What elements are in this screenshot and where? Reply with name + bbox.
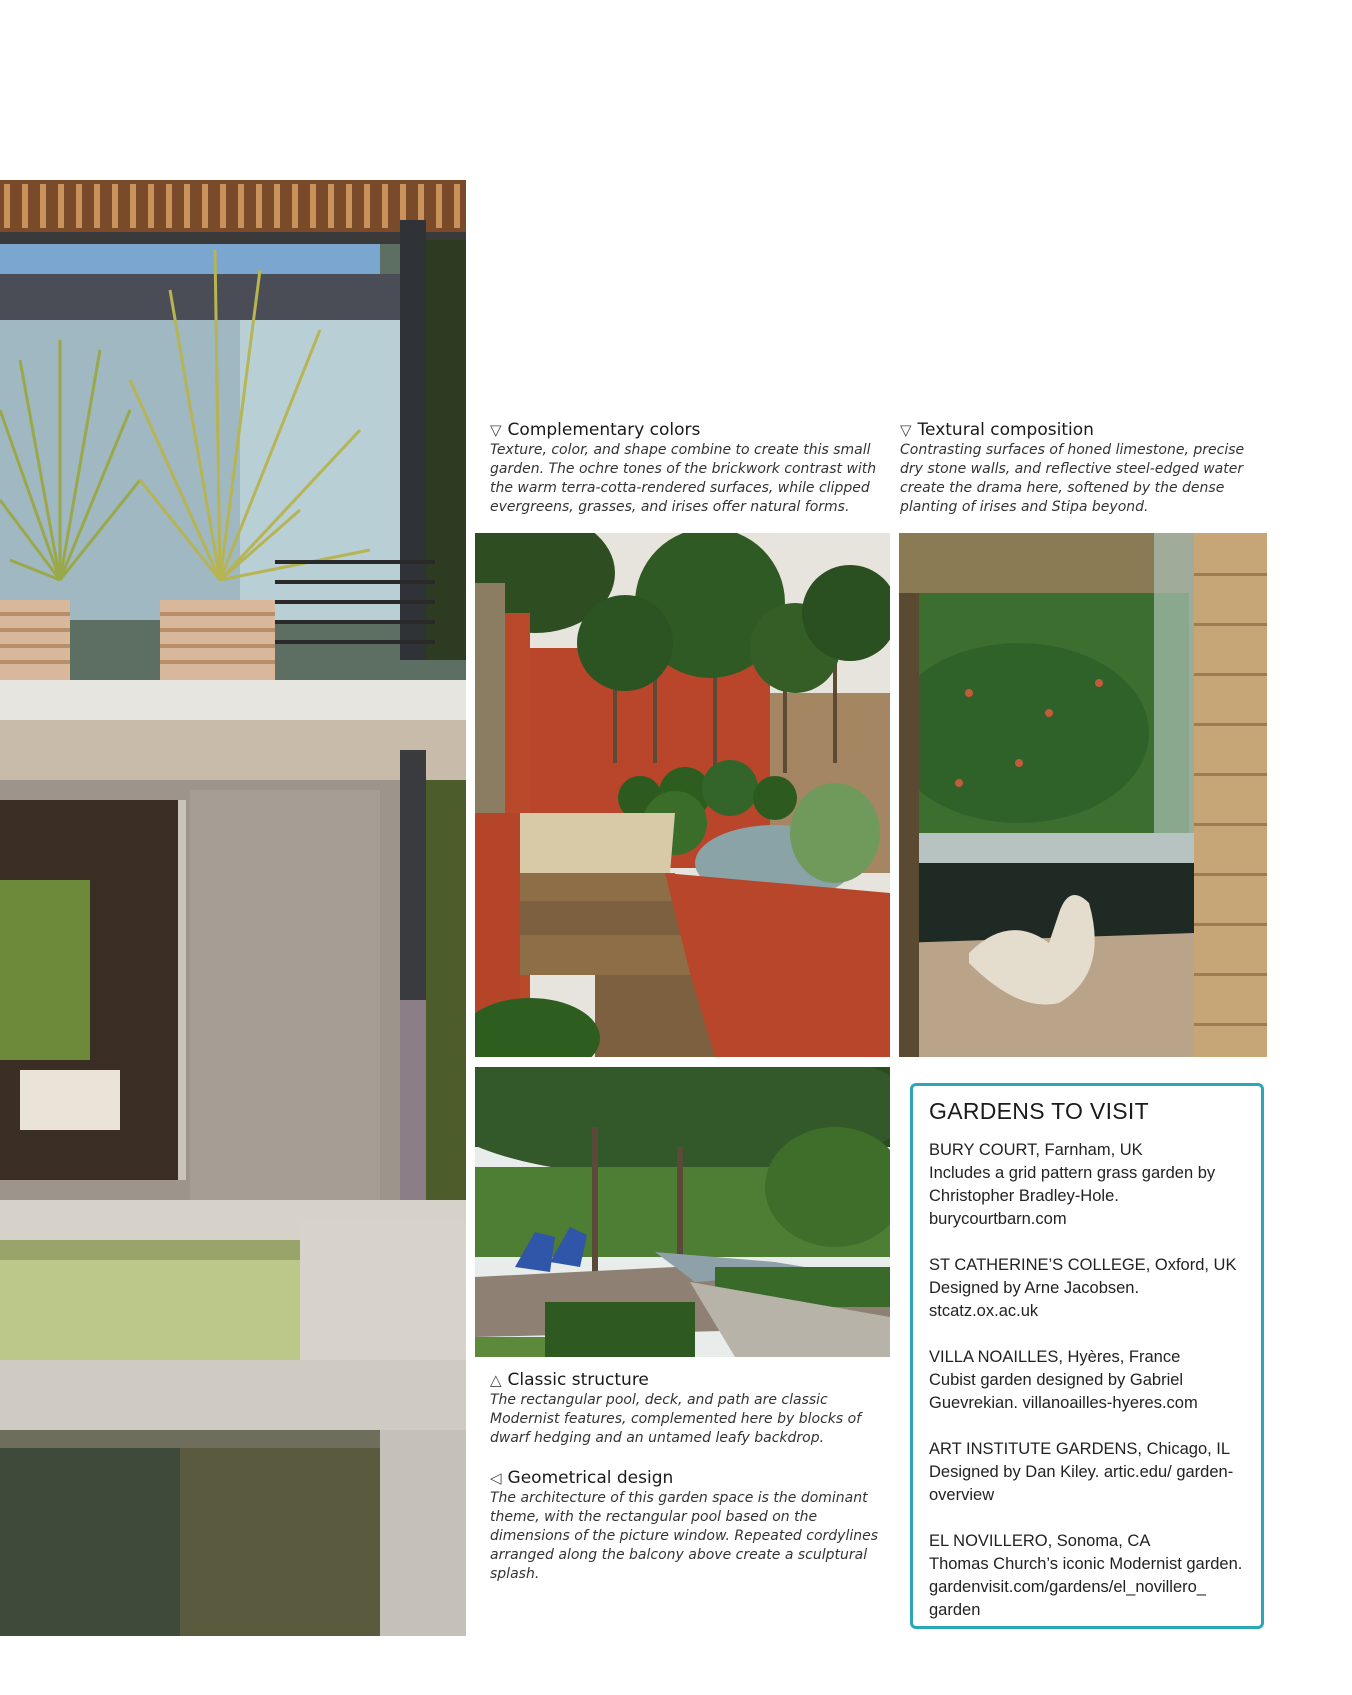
photo-modernist-house — [0, 180, 466, 1636]
garden-location: , Farnham, UK — [1035, 1141, 1143, 1159]
caption-body: Contrasting surfaces of honed limestone, precise dry stone walls, and reflective steel-edged water create the drama here, softened by the dense planting of irises and Stipa beyond. — [900, 442, 1245, 515]
garden-description: Designed by Dan Kiley. artic.edu/ garden-overview — [929, 1463, 1234, 1504]
garden-name: EL NOVILLERO — [929, 1532, 1048, 1550]
caption-title: Complementary colors — [507, 420, 701, 440]
garden-name: VILLA NOAILLES — [929, 1348, 1059, 1366]
garden-description: Designed by Arne Jacobsen. stcatz.ox.ac.uk — [929, 1279, 1140, 1320]
garden-entry-el-novillero — [929, 1530, 1247, 1622]
garden-entry-villa-noailles — [929, 1346, 1247, 1415]
caption-classic-structure — [490, 1370, 900, 1448]
caption-body: The rectangular pool, deck, and path are classic Modernist features, complemented here by blocks of dwarf hedging and an untamed leafy backdrop. — [490, 1392, 862, 1446]
garden-location: , Oxford, UK — [1145, 1256, 1237, 1274]
garden-name: ST CATHERINE’S COLLEGE — [929, 1256, 1146, 1274]
gardens-box-title: GARDENS TO VISIT — [929, 1098, 1149, 1124]
garden-location: , Sonoma, CA — [1047, 1532, 1151, 1550]
caption-title: Classic structure — [507, 1370, 649, 1390]
photo-classic-structure — [475, 1067, 890, 1357]
triangle-left-icon: ◁ — [490, 1469, 502, 1487]
caption-heading — [490, 420, 890, 440]
caption-heading — [900, 420, 1270, 440]
garden-description: Cubist garden designed by Gabriel Guevrekian. villanoailles-hyeres.com — [929, 1371, 1198, 1412]
garden-entry-bury-court — [929, 1139, 1247, 1231]
gardens-to-visit-box — [910, 1083, 1264, 1629]
garden-name: ART INSTITUTE GARDENS — [929, 1440, 1138, 1458]
caption-geometrical-design — [490, 1468, 900, 1584]
triangle-down-icon: ▽ — [490, 421, 502, 439]
photo-complementary-colors — [475, 533, 890, 1057]
garden-location: , Hyères, France — [1058, 1348, 1181, 1366]
caption-textural-composition — [900, 420, 1270, 517]
caption-body: The architecture of this garden space is the dominant theme, with the rectangular pool based on the dimensions of the picture window. Repeated cordylines arranged along the balcony above create a sculptural splash. — [490, 1490, 879, 1582]
caption-title: Geometrical design — [507, 1468, 674, 1488]
garden-entry-st-catherines — [929, 1254, 1247, 1323]
garden-location: , Chicago, IL — [1137, 1440, 1231, 1458]
caption-heading — [490, 1468, 900, 1488]
caption-heading — [490, 1370, 900, 1390]
triangle-down-icon: ▽ — [900, 421, 912, 439]
caption-title: Textural composition — [917, 420, 1094, 440]
caption-body: Texture, color, and shape combine to create this small garden. The ochre tones of the brickwork contrast with the warm terra-cotta-rendered surfaces, while clipped evergreens, grasses, and irises offer natural forms. — [490, 442, 877, 515]
photo-textural-composition — [899, 533, 1267, 1057]
garden-description: Includes a grid pattern grass garden by Christopher Bradley-Hole. burycourtbarn.com — [929, 1164, 1216, 1228]
garden-entry-art-institute — [929, 1438, 1247, 1507]
garden-description: Thomas Church’s iconic Modernist garden. gardenvisit.com/gardens/el_novillero_ garden — [929, 1555, 1243, 1619]
caption-complementary-colors — [490, 420, 890, 517]
garden-name: BURY COURT — [929, 1141, 1036, 1159]
triangle-up-icon: △ — [490, 1371, 502, 1389]
